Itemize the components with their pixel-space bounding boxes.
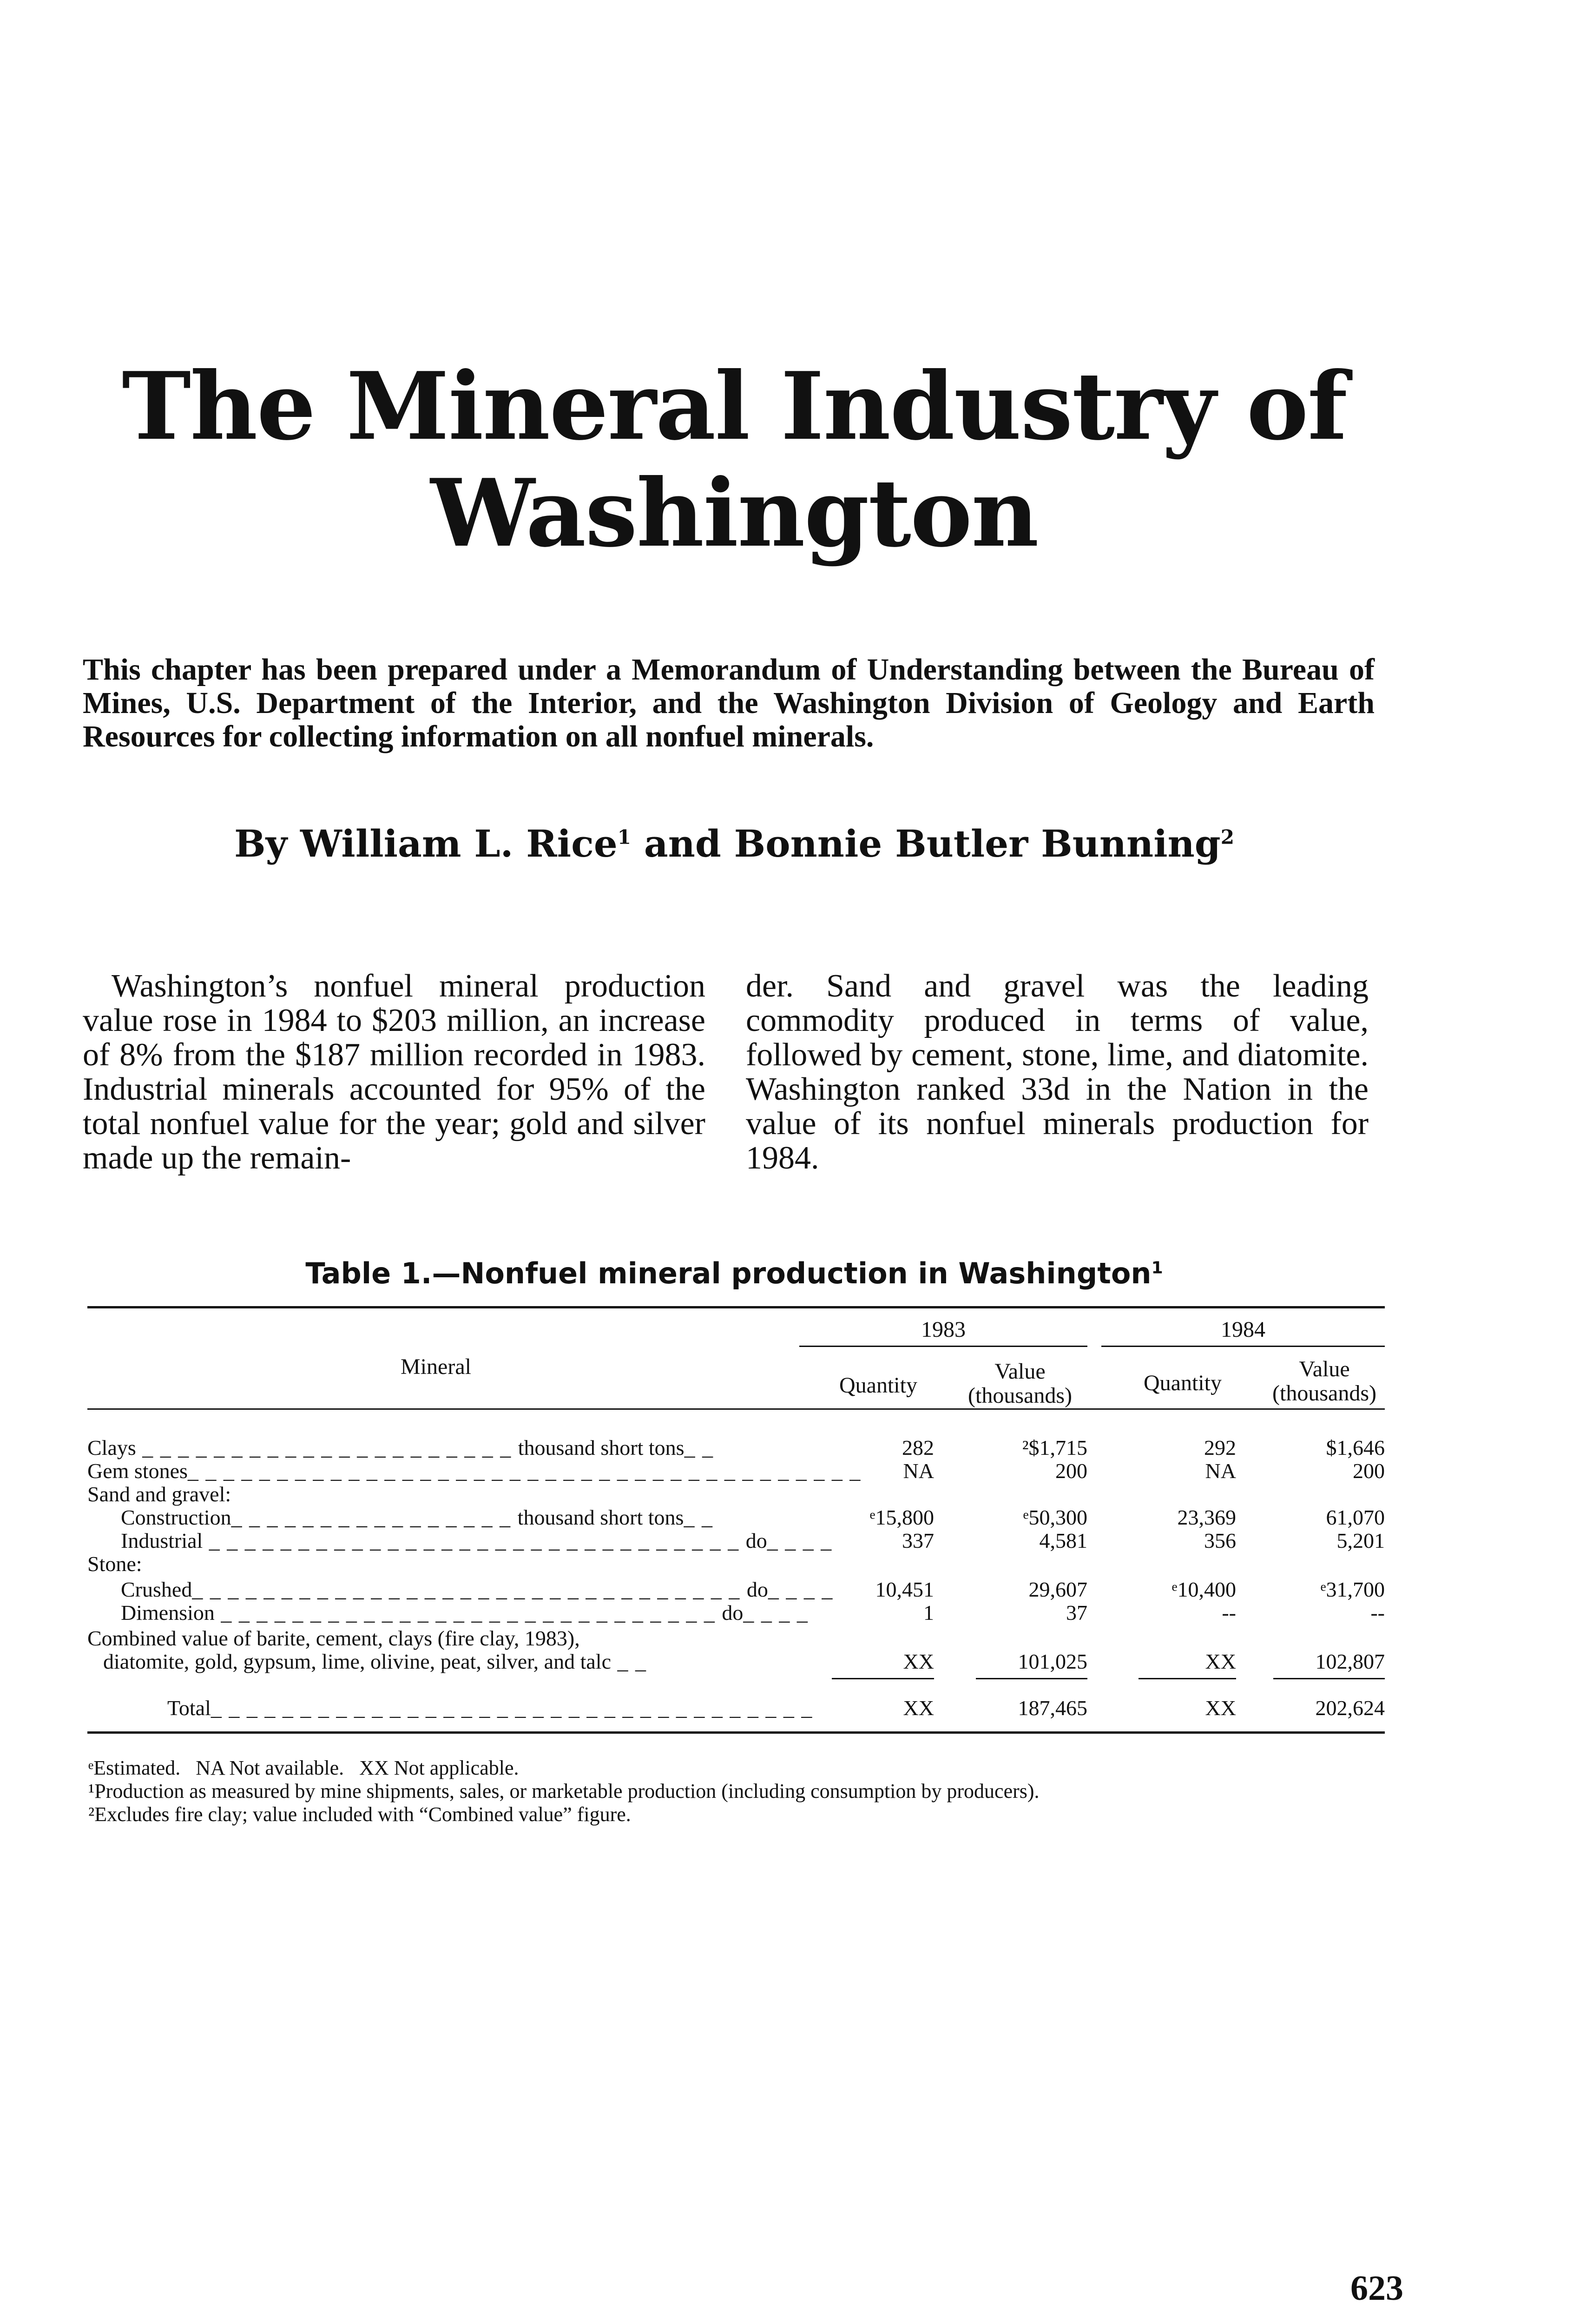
cell-construction-v83: ᵉ50,300: [1023, 1505, 1087, 1529]
cell-combined-v84: 102,807: [1315, 1650, 1385, 1673]
row-stone-header: Stone:: [87, 1552, 142, 1576]
total-rule-q83: [832, 1678, 934, 1679]
total-rule-v84: [1273, 1678, 1385, 1679]
cell-total-v84: 202,624: [1315, 1696, 1385, 1720]
cell-clays-v84: $1,646: [1326, 1436, 1385, 1459]
cell-total-q84: XX: [1205, 1696, 1236, 1720]
cell-combined-v83: 101,025: [1018, 1650, 1087, 1673]
page-title: [93, 353, 1376, 567]
year-1984-rule: [1101, 1346, 1385, 1347]
total-rule-v83: [976, 1678, 1087, 1679]
cell-combined-q83: XX: [903, 1650, 934, 1673]
cell-construction-q84: 23,369: [1177, 1505, 1236, 1529]
row-clays-label: Clays _ _ _ _ _ _ _ _ _ _ _ _ _ _ _ _ _ _ _ _ _ thousand short tons_ _: [87, 1436, 714, 1459]
footnote-estimated: ᵉEstimated. NA Not available. XX Not applicable.: [88, 1756, 519, 1779]
table-title: [93, 1255, 1376, 1292]
row-label: Gem stones: [87, 1459, 188, 1483]
thousands-label: (thousands): [1272, 1381, 1376, 1406]
row-sand-gravel-header: Sand and gravel:: [87, 1482, 231, 1506]
author-2-footnote-mark: 2: [1220, 825, 1234, 849]
row-label: Crushed: [121, 1578, 192, 1601]
cell-gem-v83: 200: [1055, 1459, 1087, 1483]
col-header-quantity-1983: Quantity: [839, 1373, 917, 1398]
row-label: Clays: [87, 1436, 136, 1459]
cell-construction-v84: 61,070: [1326, 1505, 1385, 1529]
cell-crushed-q83: 10,451: [875, 1578, 934, 1601]
cell-gem-q83: NA: [903, 1459, 934, 1483]
cell-gem-v84: 200: [1353, 1459, 1385, 1483]
cell-dimension-q84: --: [1222, 1601, 1236, 1624]
thousands-label: (thousands): [968, 1383, 1072, 1408]
cell-combined-q84: XX: [1205, 1650, 1236, 1673]
cell-crushed-v84: ᵉ31,700: [1320, 1578, 1385, 1601]
col-header-quantity-1984: Quantity: [1144, 1371, 1222, 1395]
col-header-1984: 1984: [1221, 1317, 1265, 1342]
author-1-footnote-mark: 1: [617, 825, 631, 849]
value-label: Value: [1299, 1357, 1350, 1381]
cell-clays-q83: 282: [902, 1436, 934, 1459]
body-column-2: der. Sand and gravel was the leading commodity produced in terms of value, followed by cement, stone, lime, and diatomite. Washington ranked 33d in the Nation in the value of its nonfuel minerals production for 1984.: [746, 968, 1369, 1176]
cell-industrial-q84: 356: [1204, 1529, 1236, 1552]
row-unit: thousand short tons: [518, 1436, 684, 1459]
row-combined-label-2: diatomite, gold, gypsum, lime, olivine, peat, silver, and talc _ _: [103, 1650, 647, 1673]
value-label: Value: [994, 1359, 1046, 1384]
cell-crushed-q84: ᵉ10,400: [1172, 1578, 1236, 1601]
row-construction-label: Construction_ _ _ _ _ _ _ _ _ _ _ _ _ _ _ _ thousand short tons_ _: [121, 1505, 713, 1529]
row-unit: do: [746, 1578, 768, 1601]
footnote-2: ²Excludes fire clay; value included with “Combined value” figure.: [88, 1803, 631, 1826]
footnote-1: ¹Production as measured by mine shipments, sales, or marketable production (including consumption by producers).: [88, 1780, 1040, 1802]
row-unit: do: [745, 1529, 767, 1552]
row-dimension-label: Dimension _ _ _ _ _ _ _ _ _ _ _ _ _ _ _ _ _ _ _ _ _ _ _ _ _ _ _ _ do_ _ _ _: [121, 1601, 809, 1624]
cell-industrial-q83: 337: [902, 1529, 934, 1552]
cell-total-q83: XX: [903, 1696, 934, 1720]
author-2: Bonnie Butler Bunning: [734, 822, 1221, 865]
row-total-label: Total_ _ _ _ _ _ _ _ _ _ _ _ _ _ _ _ _ _ _ _ _ _ _ _ _ _ _ _ _ _ _ _ _ _: [167, 1696, 813, 1720]
cell-dimension-q83: 1: [923, 1601, 934, 1624]
cell-gem-q84: NA: [1205, 1459, 1236, 1483]
row-label: Industrial: [121, 1529, 203, 1552]
row-unit: do: [722, 1601, 744, 1624]
col-header-mineral: Mineral: [401, 1354, 471, 1379]
col-header-value-1984: [1255, 1357, 1394, 1406]
col-header-1983: 1983: [921, 1317, 966, 1342]
byline: [93, 820, 1376, 867]
col-header-value-1983: [950, 1360, 1090, 1408]
table-title-text: Table 1.—Nonfuel mineral production in Washington: [305, 1256, 1152, 1290]
cell-dimension-v83: 37: [1066, 1601, 1087, 1624]
title-line-2: Washington: [430, 459, 1038, 568]
body-column-1: Washington’s nonfuel mineral production value rose in 1984 to $203 million, an increase of 8% from the $187 million recorded in 1983. Industrial minerals accounted for 95% of the total nonfuel value for the year; gold and silver made up the remain-: [83, 968, 705, 1176]
cell-total-v83: 187,465: [1018, 1696, 1087, 1720]
table-top-rule: [87, 1306, 1385, 1308]
byline-conjunction: and: [631, 822, 734, 865]
author-1: William L. Rice: [300, 822, 618, 865]
cell-clays-q84: 292: [1204, 1436, 1236, 1459]
row-industrial-label: Industrial _ _ _ _ _ _ _ _ _ _ _ _ _ _ _ _ _ _ _ _ _ _ _ _ _ _ _ _ _ _ do_ _ _ _: [121, 1529, 833, 1552]
row-combined-label-1: Combined value of barite, cement, clays (fire clay, 1983),: [87, 1626, 580, 1650]
cell-dimension-v84: --: [1370, 1601, 1385, 1624]
row-gem-stones-label: Gem stones_ _ _ _ _ _ _ _ _ _ _ _ _ _ _ _ _ _ _ _ _ _ _ _ _ _ _ _ _ _ _ _ _ _ _ _ _ _: [87, 1459, 862, 1483]
cell-industrial-v84: 5,201: [1336, 1529, 1385, 1552]
cell-crushed-v83: 29,607: [1028, 1578, 1087, 1601]
row-label: diatomite, gold, gypsum, lime, olivine, peat, silver, and talc: [103, 1650, 611, 1673]
table-header-rule: [87, 1408, 1385, 1410]
page-number: 623: [1350, 2269, 1403, 2308]
row-crushed-label: Crushed_ _ _ _ _ _ _ _ _ _ _ _ _ _ _ _ _ _ _ _ _ _ _ _ _ _ _ _ _ _ _ do_ _ _ _: [121, 1578, 834, 1601]
row-label: Total: [167, 1696, 211, 1720]
byline-prefix: By: [234, 822, 300, 865]
total-rule-q84: [1139, 1678, 1236, 1679]
title-line-1: The Mineral Industry of: [122, 352, 1347, 461]
row-label: Construction: [121, 1505, 231, 1529]
row-unit: thousand short tons: [517, 1505, 684, 1529]
row-label: Dimension: [121, 1601, 215, 1624]
cell-clays-v83: ²$1,715: [1022, 1436, 1087, 1459]
intro-paragraph: This chapter has been prepared under a Memorandum of Understanding between the Bureau of Mines, U.S. Department of the Interior, and the Washington Division of Geology and Earth Resources for collecting information on all nonfuel minerals.: [83, 653, 1375, 753]
cell-construction-q83: ᵉ15,800: [869, 1505, 934, 1529]
table-title-footnote-mark: 1: [1151, 1258, 1163, 1278]
year-1983-rule: [799, 1346, 1087, 1347]
table-bottom-rule: [87, 1731, 1385, 1734]
cell-industrial-v83: 4,581: [1039, 1529, 1087, 1552]
